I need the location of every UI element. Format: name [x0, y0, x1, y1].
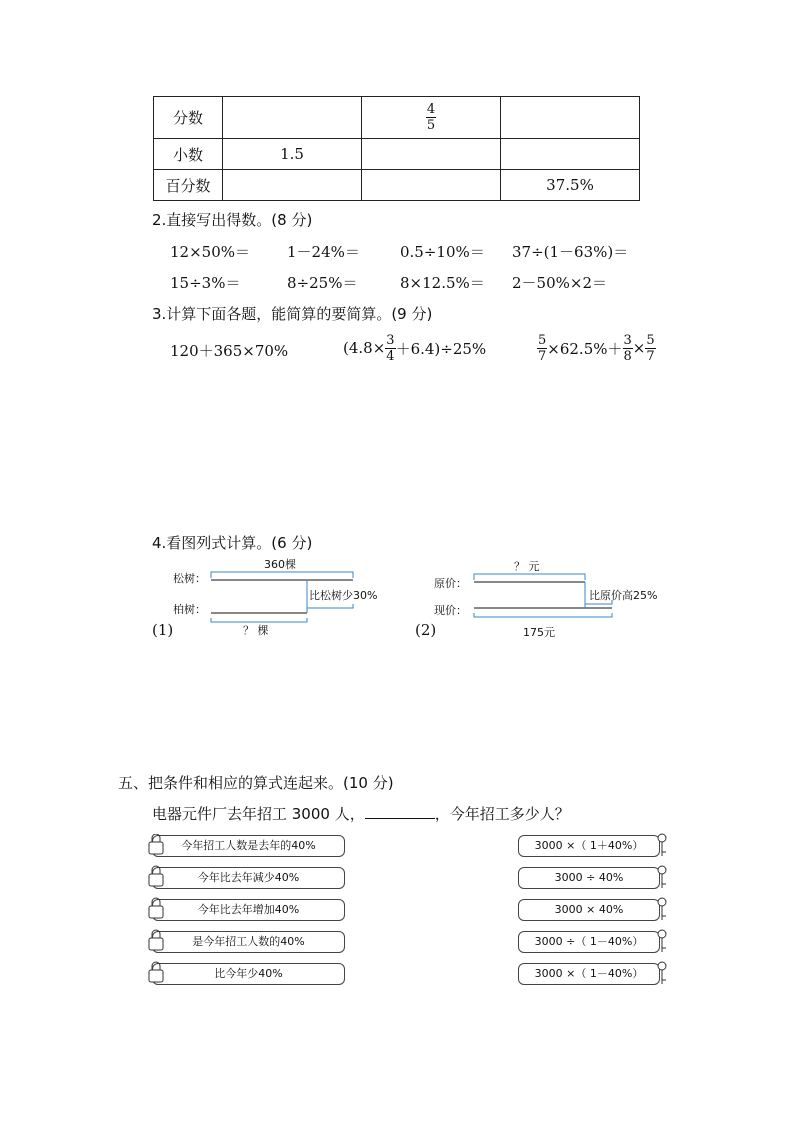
conversion-table [153, 96, 640, 201]
formula-tag[interactable]: 3000 ×（ 1＋40%） [518, 835, 660, 857]
key-icons [652, 832, 672, 992]
brace-diff [307, 604, 353, 608]
diagram1-lines [200, 566, 360, 626]
q2-item: 15÷3%＝ [170, 274, 241, 292]
q2-item: 37÷(1－63%)＝ [512, 243, 629, 261]
condition-tag[interactable]: 是今年招工人数的40% [152, 931, 345, 953]
brace-bottom [474, 613, 612, 617]
denominator: 8 [623, 348, 632, 364]
table-row [154, 170, 640, 201]
table-cell [501, 139, 640, 170]
lock-icon [149, 898, 163, 918]
expr-part: ×62.5%＋ [547, 339, 623, 358]
key-icon [658, 834, 666, 856]
table-cell [362, 170, 501, 201]
q3-expr-2 [343, 332, 486, 364]
table-cell: 1.5 [223, 139, 362, 170]
q5-prompt [152, 803, 570, 824]
q2-item: 2－50%×2＝ [512, 274, 607, 292]
table-cell [223, 170, 362, 201]
diagram2-label-original: 原价： [434, 577, 467, 590]
table-row [154, 139, 640, 170]
diagram2-top-label: ？ 元 [514, 560, 540, 573]
lock-icon [149, 834, 163, 854]
row-label: 百分数 [154, 170, 223, 201]
diagram1-label-cypress: 柏树： [173, 603, 206, 616]
prompt-part: ，今年招工多少人？ [434, 805, 570, 823]
q2-title: 2.直接写出得数。(8 分) [152, 211, 313, 229]
fraction [537, 334, 547, 363]
table-cell [501, 97, 640, 139]
fraction-cell [426, 103, 436, 132]
q5-title: 五、把条件和相应的算式连起来。(10 分) [118, 774, 394, 792]
q3-expr-1: 120＋365×70% [170, 342, 289, 360]
expr-part: ＋6.4)÷25% [395, 339, 487, 358]
lock-icon [149, 866, 163, 886]
condition-tag[interactable]: 比今年少40% [152, 963, 345, 985]
lock-icons [146, 834, 166, 988]
formula-tag[interactable]: 3000 ÷（ 1－40%） [518, 931, 660, 953]
key-icon [658, 866, 666, 888]
brace-top [211, 572, 353, 578]
row-label: 小数 [154, 139, 223, 170]
key-icon [658, 898, 666, 920]
table-cell [362, 97, 501, 139]
formula-tag[interactable]: 3000 ×（ 1－40%） [518, 963, 660, 985]
key-icon [658, 962, 666, 984]
brace-top [474, 574, 585, 580]
row-label: 分数 [154, 97, 223, 139]
denominator: 7 [646, 348, 655, 364]
fraction [623, 334, 633, 363]
q2-item: 0.5÷10%＝ [400, 243, 485, 261]
diagram2-bottom-label: 175元 [523, 626, 555, 639]
fraction [385, 334, 395, 363]
table-cell: 37.5% [501, 170, 640, 201]
table-cell [362, 139, 501, 170]
diagram2-number: (2) [415, 621, 437, 639]
q3-expr-3 [537, 332, 656, 364]
key-icon [658, 930, 666, 952]
lock-icon [149, 962, 163, 982]
diagram2-lines [465, 566, 625, 630]
diagram2-label-current: 现价： [434, 604, 467, 617]
answer-blank[interactable] [365, 804, 435, 819]
diagram1-bottom-label: ？ 棵 [243, 624, 269, 637]
table-row [154, 97, 640, 139]
expr-part: × [632, 339, 646, 357]
formula-tag[interactable]: 3000 ÷ 40% [518, 867, 660, 889]
expr-part: (4.8× [343, 339, 386, 357]
q2-item: 12×50%＝ [170, 243, 250, 261]
q2-item: 8×12.5%＝ [400, 274, 485, 292]
brace-bottom [211, 618, 307, 622]
q2-item: 8÷25%＝ [287, 274, 358, 292]
numerator: 5 [646, 332, 655, 348]
denominator: 4 [386, 348, 395, 364]
table-cell [223, 97, 362, 139]
fraction [645, 334, 655, 363]
condition-tag[interactable]: 今年比去年减少40% [152, 867, 345, 889]
diagram1-number: (1) [152, 621, 174, 639]
condition-tag[interactable]: 今年比去年增加40% [152, 899, 345, 921]
prompt-part: 电器元件厂去年招工 3000 人， [152, 805, 365, 823]
numerator: 3 [386, 332, 395, 348]
numerator: 5 [538, 332, 547, 348]
q4-title: 4.看图列式计算。(6 分) [152, 534, 313, 552]
condition-tag[interactable]: 今年招工人数是去年的40% [152, 835, 345, 857]
denominator: 7 [538, 348, 547, 364]
denominator: 5 [426, 118, 436, 133]
q2-item: 1－24%＝ [287, 243, 360, 261]
formula-tag[interactable]: 3000 × 40% [518, 899, 660, 921]
diagram1-top-label: 360棵 [264, 558, 296, 571]
brace-diff [585, 600, 612, 604]
lock-icon [149, 930, 163, 950]
numerator: 4 [426, 102, 436, 117]
diagram1-label-pine: 松树： [173, 572, 206, 585]
q3-title: 3.计算下面各题，能简算的要简算。(9 分) [152, 305, 433, 323]
numerator: 3 [623, 332, 632, 348]
diagram1-side-label: 比松树少30% [309, 589, 378, 602]
diagram2-side-label: 比原价高25% [589, 589, 658, 602]
